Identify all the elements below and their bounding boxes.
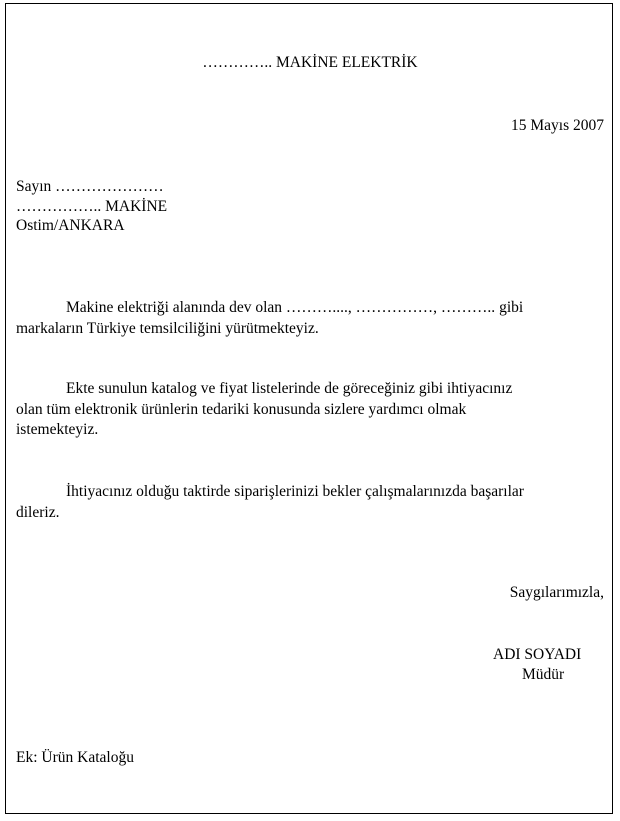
paragraph-2-line-1: Ekte sunulun katalog ve fiyat listelerinde de göreceğiniz gibi ihtiyacınız [66, 380, 513, 397]
recipient-address-line: Ostim/ANKARA [16, 217, 125, 234]
body-paragraph-3 [16, 482, 600, 523]
paragraph-1-line-1-end: gibi [499, 299, 524, 316]
letter-date: 15 Mayıs 2007 [511, 117, 604, 134]
body-paragraph-2 [16, 379, 600, 441]
enclosure-note: Ek: Ürün Kataloğu [16, 749, 134, 766]
paragraph-1-line-1-start: Makine elektriği alanında dev olan ………...., ……………, ……….. [66, 299, 500, 316]
signatory-title: Müdür [522, 666, 565, 683]
paragraph-1-line-2: markaların Türkiye temsilciliğini yürütmekteyiz. [16, 319, 319, 337]
signatory-name: ADI SOYADI [493, 646, 582, 663]
closing-salutation: Saygılarımızla, [509, 584, 604, 601]
paragraph-2-line-3: istemekteyiz. [16, 421, 99, 438]
recipient-name-line: Sayın ………………… [16, 178, 164, 195]
paragraph-1-line-1 [16, 298, 600, 319]
paragraph-3-line-1: İhtiyacınız olduğu taktirde siparişlerinizi bekler çalışmalarınızda başarılar [66, 483, 524, 500]
body-paragraph-1 [16, 298, 600, 339]
letter-heading: ………….. MAKİNE ELEKTRİK [202, 54, 418, 71]
recipient-company-line: …………….. MAKİNE [16, 198, 168, 215]
paragraph-3-line-2: dileriz. [16, 503, 60, 521]
paragraph-2-line-2: olan tüm elektronik ürünlerin tedariki konusunda sizlere yardımcı olmak [16, 400, 467, 418]
